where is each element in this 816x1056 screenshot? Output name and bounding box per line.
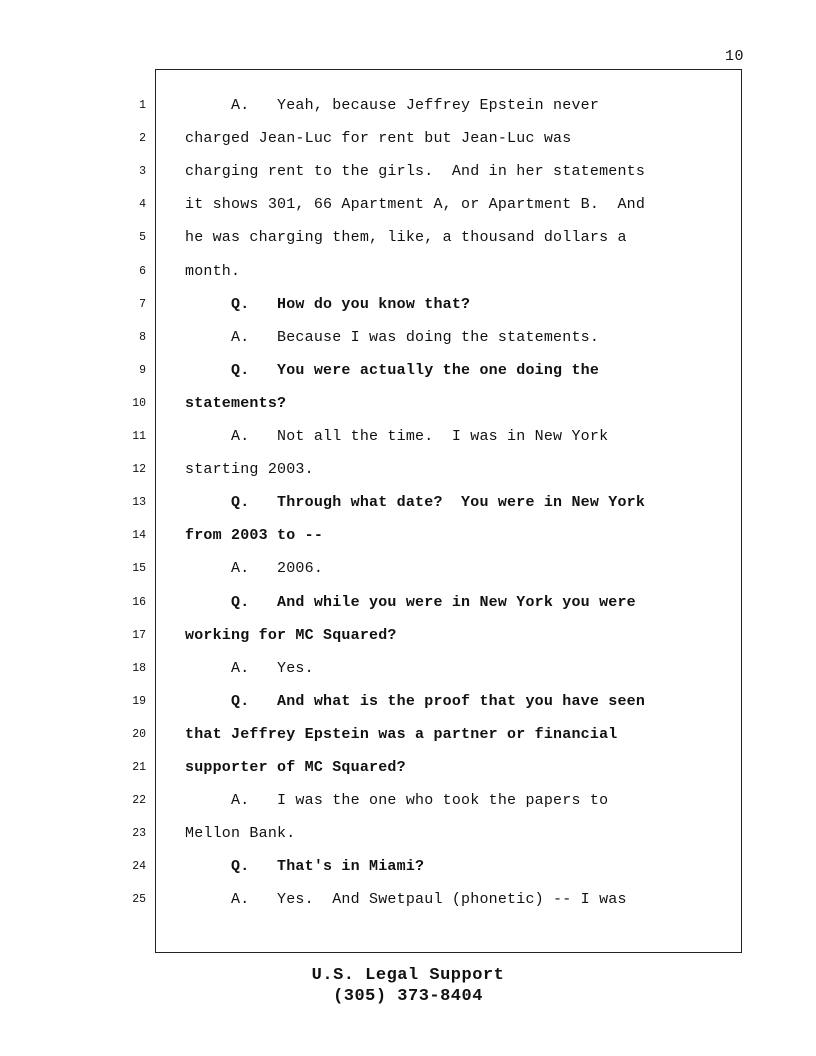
transcript-line [0, 289, 816, 322]
transcript-line [0, 620, 816, 653]
transcript-line [0, 421, 816, 454]
transcript-line [0, 156, 816, 189]
transcript-line [0, 123, 816, 156]
line-number: 21 [132, 761, 146, 774]
footer-phone: (305) 373-8404 [333, 987, 483, 1006]
transcript-line [0, 587, 816, 620]
transcript-line [0, 553, 816, 586]
line-number: 24 [132, 860, 146, 874]
transcript-line [0, 487, 816, 520]
footer-company: U.S. Legal Support [311, 966, 505, 985]
question-text: that Jeffrey Epstein was a partner or financial [185, 725, 618, 743]
transcript-line [0, 388, 816, 421]
answer-text: A. I was the one who took the papers to [185, 792, 609, 810]
transcript-line [0, 256, 816, 289]
answer-text: it shows 301, 66 Apartment A, or Apartment B. And [185, 196, 646, 214]
answer-text: A. Not all the time. I was in New York [185, 428, 609, 445]
line-number: 20 [132, 727, 146, 741]
transcript-line [0, 520, 816, 553]
answer-text: month. [185, 262, 241, 280]
transcript-line [0, 189, 816, 222]
question-text: Q. And what is the proof that you have seen [185, 692, 646, 710]
question-text: Q. That's in Miami? [185, 858, 425, 876]
answer-text: A. Yes. And Swetpaul (phonetic) -- I was [185, 891, 627, 909]
line-number: 16 [132, 595, 146, 609]
line-number: 2 [139, 132, 146, 146]
answer-text: charged Jean-Luc for rent but Jean-Luc was [185, 130, 572, 148]
question-text: working for MC Squared? [185, 626, 397, 644]
transcript-line [0, 222, 816, 255]
line-number: 22 [132, 794, 146, 808]
line-number: 6 [139, 264, 146, 278]
transcript-line [0, 686, 816, 719]
line-number: 13 [132, 496, 146, 510]
transcript-line [0, 355, 816, 388]
transcript-line [0, 818, 816, 851]
question-text: Q. You were actually the one doing the [185, 361, 600, 379]
line-number: 5 [139, 231, 146, 245]
line-number: 17 [132, 628, 146, 642]
answer-text: A. Yeah, because Jeffrey Epstein never [185, 97, 600, 114]
line-number: 14 [132, 529, 146, 543]
answer-text: A. Yes. [185, 659, 314, 677]
line-number: 23 [132, 827, 146, 841]
line-number: 11 [132, 430, 146, 443]
answer-text: A. 2006. [185, 560, 324, 578]
question-text: statements? [185, 394, 287, 412]
line-number: 9 [139, 363, 146, 377]
transcript-line [0, 884, 816, 917]
line-number: 19 [132, 694, 146, 708]
transcript-line [0, 851, 816, 884]
line-number: 3 [139, 165, 146, 179]
line-number: 8 [139, 330, 146, 344]
line-number: 25 [132, 893, 146, 907]
line-number: 10 [132, 396, 146, 410]
transcript-line [0, 752, 816, 785]
question-text: Q. Through what date? You were in New York [185, 494, 646, 512]
line-number: 12 [132, 463, 146, 477]
line-number: 18 [132, 661, 146, 675]
line-number: 4 [139, 198, 146, 212]
line-number: 1 [139, 99, 146, 112]
transcript-line [0, 322, 816, 355]
transcript-line [0, 90, 816, 123]
transcript-line [0, 653, 816, 686]
question-text: from 2003 to -- [185, 527, 324, 545]
transcript-line [0, 785, 816, 818]
line-number: 15 [132, 562, 146, 576]
line-number: 7 [139, 297, 146, 311]
page-number: 10 [724, 48, 744, 65]
transcript-line [0, 454, 816, 487]
answer-text: starting 2003. [185, 461, 314, 479]
question-text: Q. And while you were in New York you were [185, 593, 636, 611]
answer-text: A. Because I was doing the statements. [185, 328, 600, 346]
question-text: Q. How do you know that? [185, 295, 471, 313]
answer-text: he was charging them, like, a thousand dollars a [185, 229, 627, 247]
answer-text: Mellon Bank. [185, 825, 296, 843]
transcript-line [0, 719, 816, 752]
answer-text: charging rent to the girls. And in her statements [185, 163, 646, 181]
question-text: supporter of MC Squared? [185, 759, 406, 776]
